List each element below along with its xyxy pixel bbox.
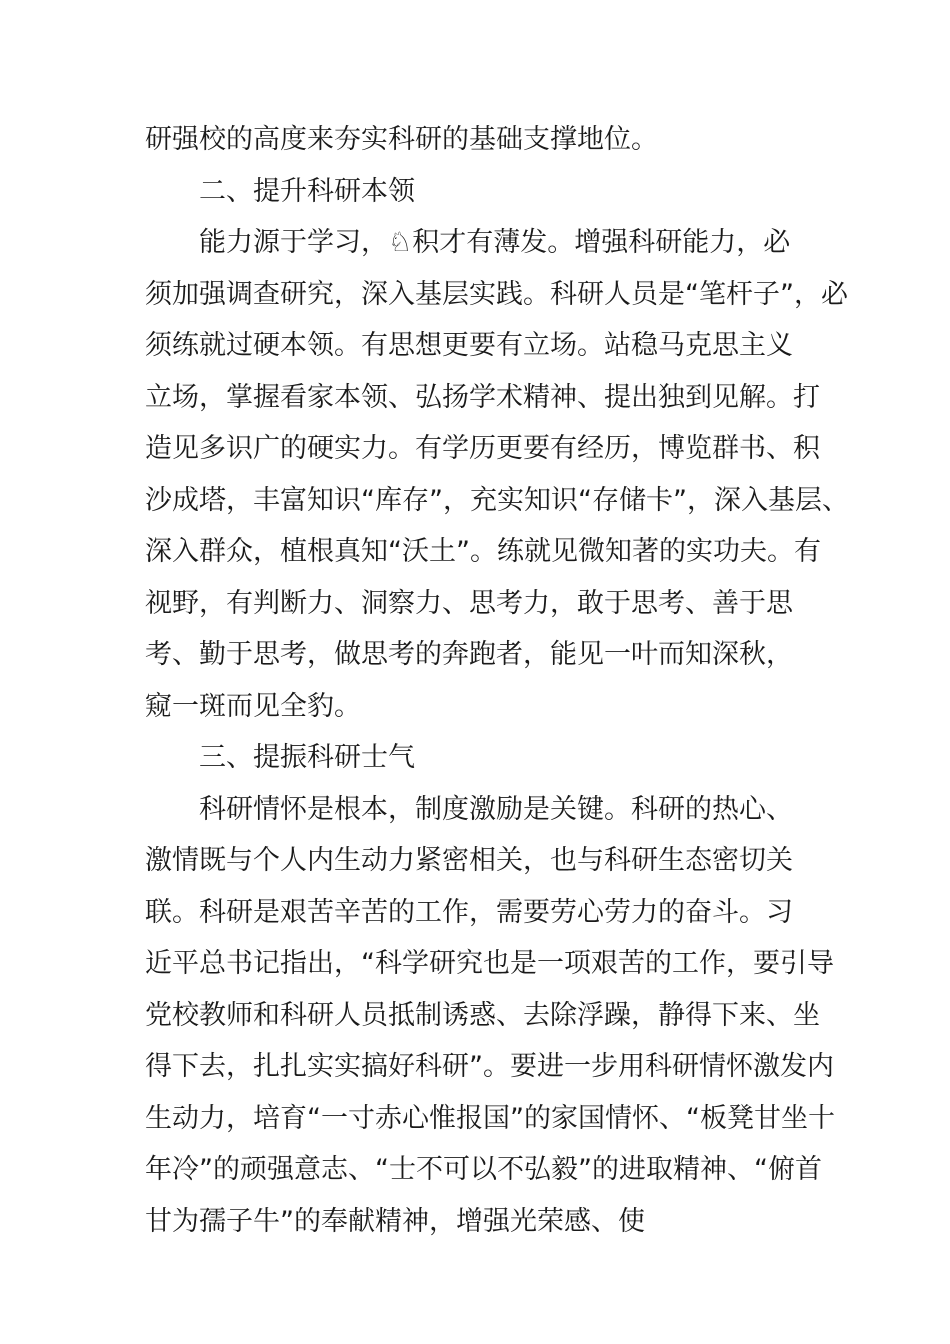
text-line-18: 党校教师和科研人员抵制诱惑、去除浮躁，静得下来、坐 [145,999,820,1031]
text-line-4: 须加强调查研究，深入基层实践。科研人员是“笔杆子”，必 [145,278,848,310]
text-line-1: 研强校的高度来夯实科研的基础支撑地位。 [145,124,658,155]
section-heading-3: 三、提振科研士气 [199,742,415,773]
text-line-20: 生动力，培育“一寸赤心惟报国”的家国情怀、“板凳甘坐十 [145,1102,835,1134]
text-line-6: 立场，掌握看家本领、弘扬学术精神、提出独到见解。打 [145,381,820,413]
text-line-15: 激情既与个人内生动力紧密相关，也与科研生态密切关 [145,845,793,876]
text-line-21: 年冷”的顽强意志、“士不可以不弘毅”的进取精神、“俯首 [145,1154,822,1185]
text-line-19: 得下去，扎扎实实搞好科研”。要进一步用科研情怀激发内 [145,1051,834,1082]
text-line-22: 甘为孺子牛”的奉献精神，增强光荣感、使 [145,1205,645,1237]
text-line-17: 近平总书记指出，“科学研究也是一项艰苦的工作，要引导 [145,948,834,979]
text-line-16: 联。科研是艰苦辛苦的工作，需要劳心劳力的奋斗。习 [145,896,793,928]
text-line-5: 须练就过硬本领。有思想更要有立场。站稳马克思主义 [145,330,793,361]
text-line-7: 造见多识广的硬实力。有学历更要有经历，博览群书、积 [145,433,820,464]
text-line-10: 视野，有判断力、洞察力、思考力，敢于思考、善于思 [145,587,793,619]
text-line-11: 考、勤于思考，做思考的奔跑者，能见一叶而知深秋， [145,639,793,670]
text-line-12: 窥一斑而见全豹。 [145,690,361,722]
section-heading-2: 二、提升科研本领 [199,175,415,207]
text-line-14: 科研情怀是根本，制度激励是关键。科研的热心、 [199,793,793,825]
text-line-3: 能力源于学习，♘积才有薄发。增强科研能力，必 [199,227,791,258]
text-line-8: 沙成塔，丰富知识“库存”，充实知识“存储卡”，深入基层、 [145,484,849,516]
text-line-9: 深入群众，植根真知“沃土”。练就见微知著的实功夫。有 [145,536,821,567]
body-text [145,114,849,1247]
